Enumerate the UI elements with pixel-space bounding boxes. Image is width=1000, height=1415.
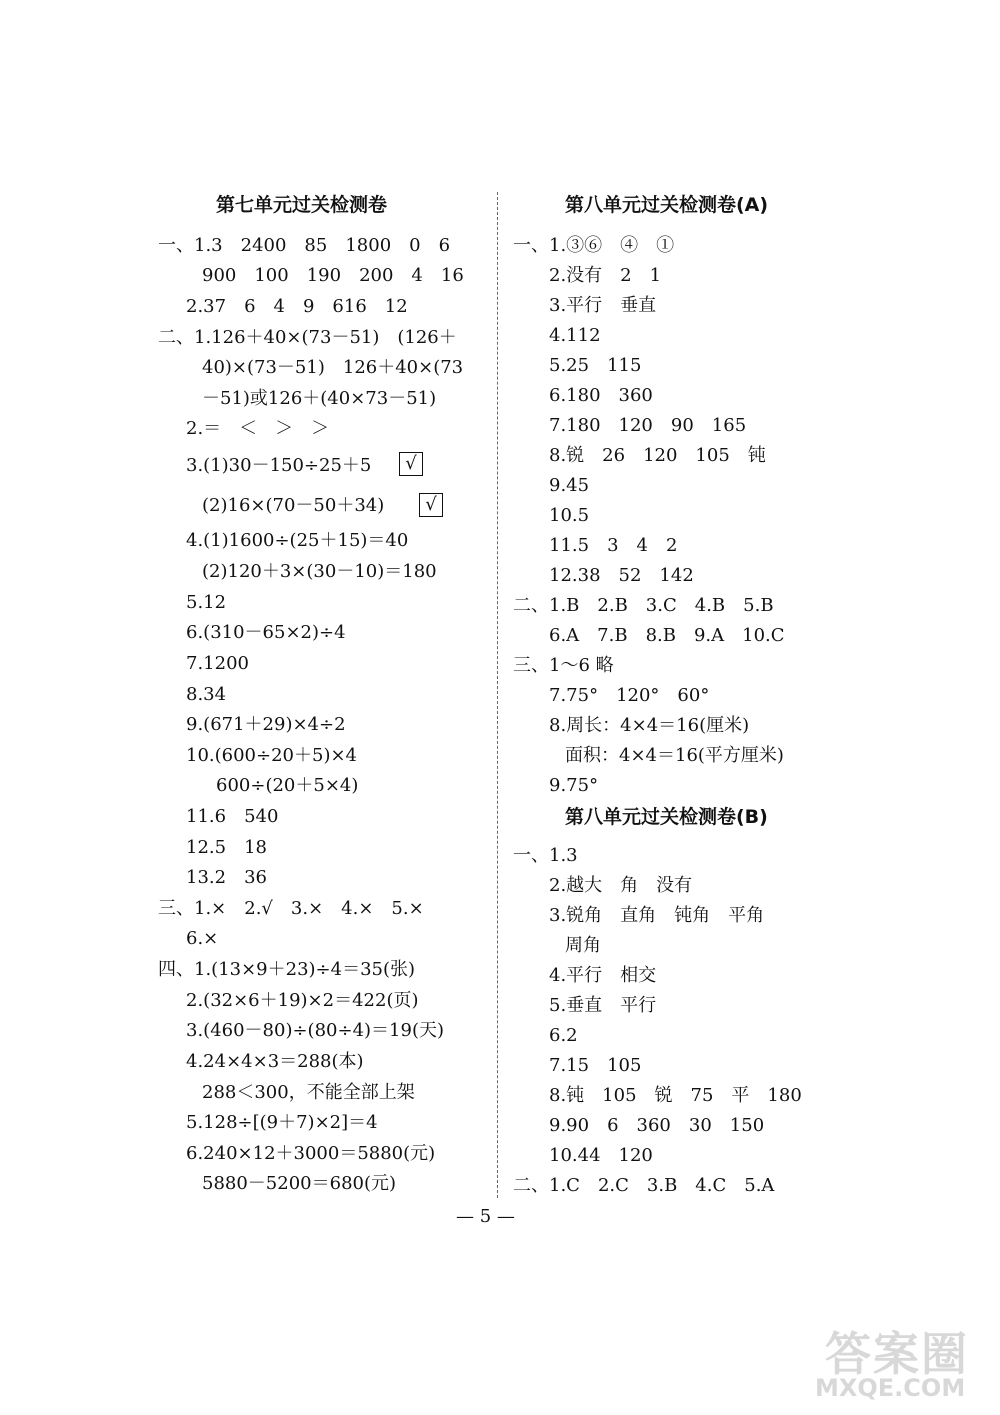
answer-line: 5.12 bbox=[186, 592, 227, 613]
answer-line: 2.(32×6＋19)×2＝422(页) bbox=[186, 990, 419, 1011]
answer-line: (2)16×(70－50＋34) bbox=[202, 495, 385, 516]
answer-line: 三、1.× 2.√ 3.× 4.× 5.× bbox=[158, 898, 424, 919]
answer-line: 4.112 bbox=[549, 325, 601, 346]
answer-line: 一、1.3 2400 85 1800 0 6 bbox=[158, 235, 451, 256]
answer-line: 周角 bbox=[565, 935, 601, 956]
answer-line: 3.平行 垂直 bbox=[549, 295, 657, 316]
answer-line: 6.× bbox=[186, 928, 219, 949]
answer-line: 11.5 3 4 2 bbox=[549, 535, 678, 556]
answer-line: 9.45 bbox=[549, 475, 590, 496]
section-title-unit8a: 第八单元过关检测卷(A) bbox=[565, 194, 769, 216]
check-mark-box bbox=[419, 493, 443, 517]
answer-line: 4.24×4×3＝288(本) bbox=[186, 1051, 364, 1072]
answer-line: 二、1.C 2.C 3.B 4.C 5.A bbox=[513, 1175, 775, 1196]
section-title-unit8b: 第八单元过关检测卷(B) bbox=[565, 806, 768, 828]
answer-line: 5.25 115 bbox=[549, 355, 642, 376]
watermark-logo: 答案圈 bbox=[825, 1327, 969, 1381]
watermark-url: MXQE.COM bbox=[815, 1374, 966, 1402]
answer-line: 288＜300，不能全部上架 bbox=[202, 1082, 415, 1103]
answer-line: 3.(460－80)÷(80÷4)＝19(天) bbox=[186, 1020, 444, 1041]
answer-line: 三、1～6 略 bbox=[513, 655, 614, 676]
answer-line: 6.240×12＋3000＝5880(元) bbox=[186, 1143, 436, 1164]
answer-line: 一、1.3 bbox=[513, 845, 578, 866]
watermark bbox=[815, 1318, 985, 1403]
answer-line: 600÷(20＋5×4) bbox=[216, 775, 359, 796]
answer-line: 7.1200 bbox=[186, 653, 249, 674]
answer-line: 5880－5200＝680(元) bbox=[202, 1173, 397, 1194]
answer-line: 3.(1)30－150÷25＋5 bbox=[186, 455, 372, 476]
answer-line: 12.5 18 bbox=[186, 837, 267, 858]
answer-line: 9.90 6 360 30 150 bbox=[549, 1115, 765, 1136]
answer-line: 9.(671＋29)×4÷2 bbox=[186, 714, 346, 735]
answer-line: (2)120＋3×(30－10)＝180 bbox=[202, 561, 437, 582]
answer-line: 7.180 120 90 165 bbox=[549, 415, 747, 436]
answer-line: 10.(600÷20＋5)×4 bbox=[186, 745, 357, 766]
answer-line: 900 100 190 200 4 16 bbox=[202, 265, 464, 286]
answer-line: 6.2 bbox=[549, 1025, 578, 1046]
answer-line: 12.38 52 142 bbox=[549, 565, 694, 586]
answer-line: 6.A 7.B 8.B 9.A 10.C bbox=[549, 625, 785, 646]
answer-line: 11.6 540 bbox=[186, 806, 279, 827]
answer-line: 2.＝ ＜ ＞ ＞ bbox=[186, 418, 330, 439]
answer-line: 2.越大 角 没有 bbox=[549, 875, 693, 896]
section-title-unit7: 第七单元过关检测卷 bbox=[216, 194, 388, 216]
answer-line: 7.75° 120° 60° bbox=[549, 685, 710, 706]
answer-line: 一、1.③⑥ ④ ① bbox=[513, 235, 675, 256]
answer-line: 4.平行 相交 bbox=[549, 965, 657, 986]
answer-line: 3.锐角 直角 钝角 平角 bbox=[549, 905, 765, 926]
column-divider bbox=[497, 192, 498, 1198]
answer-line: 13.2 36 bbox=[186, 867, 267, 888]
answer-line: 10.5 bbox=[549, 505, 590, 526]
answer-line: 二、1.126＋40×(73－51) (126＋ bbox=[158, 327, 457, 348]
answer-line: 6.(310－65×2)÷4 bbox=[186, 622, 346, 643]
answer-line: 8.锐 26 120 105 钝 bbox=[549, 445, 766, 466]
answer-line: 5.垂直 平行 bbox=[549, 995, 657, 1016]
page-number: — 5 — bbox=[456, 1206, 515, 1227]
answer-line: 四、1.(13×9＋23)÷4＝35(张) bbox=[158, 959, 416, 980]
answer-line: 8.钝 105 锐 75 平 180 bbox=[549, 1085, 802, 1106]
answer-line: 6.180 360 bbox=[549, 385, 653, 406]
answer-line: 10.44 120 bbox=[549, 1145, 653, 1166]
check-mark-icon: √ bbox=[405, 453, 417, 474]
answer-line: 面积：4×4＝16(平方厘米) bbox=[565, 745, 784, 766]
check-mark-icon: √ bbox=[425, 494, 437, 515]
answer-line: 2.37 6 4 9 616 12 bbox=[186, 296, 408, 317]
answer-line: 2.没有 2 1 bbox=[549, 265, 662, 286]
answer-line: －51)或126＋(40×73－51) bbox=[202, 388, 437, 409]
check-mark-box bbox=[399, 452, 423, 476]
answer-line: 5.128÷[(9＋7)×2]＝4 bbox=[186, 1112, 378, 1133]
answer-line: 7.15 105 bbox=[549, 1055, 642, 1076]
answer-line: 二、1.B 2.B 3.C 4.B 5.B bbox=[513, 595, 774, 616]
answer-line: 4.(1)1600÷(25＋15)＝40 bbox=[186, 530, 409, 551]
answer-line: 8.34 bbox=[186, 684, 227, 705]
answer-line: 8.周长：4×4＝16(厘米) bbox=[549, 715, 750, 736]
answer-line: 9.75° bbox=[549, 775, 599, 796]
answer-line: 40)×(73－51) 126＋40×(73 bbox=[202, 357, 464, 378]
